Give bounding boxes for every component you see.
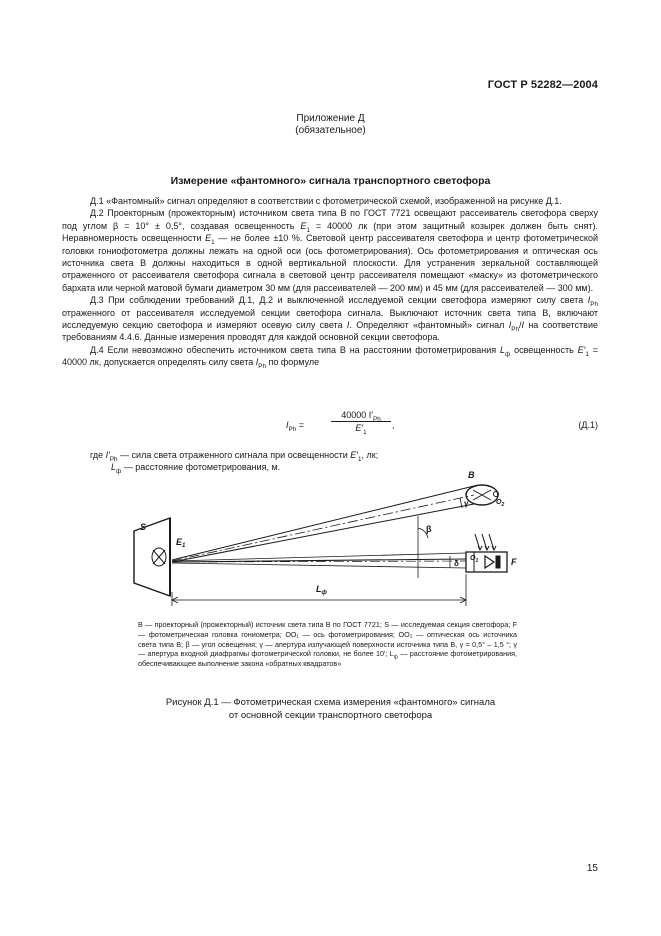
figure-legend: B — проекторный (прожекторный) источник света типа В по ГОСТ 7721; S — исследуемая секция светофора; F — фотометрическая головка гониометра; OO₁ — ось фотометрирования; OO₂ — оптическая ось источника света типа B; β — угол освещения; γ — апертура излучающей поверхности источника типа B, γ = 0,5° – 1,5 °; γ — апертура входной диафрагмы фотометрической головки, не более 10'; $L_ф$ — расстояние фотометрирования, обеспечивающее выполнение закона «обратных квадратов» — [138, 620, 517, 669]
formula-fraction — [331, 410, 391, 436]
annex-title: Приложение Д — [296, 113, 365, 124]
figure-caption — [0, 697, 661, 722]
formula-d1 — [62, 410, 598, 440]
body-text — [62, 195, 598, 369]
formula-numerator: 40000 $I'_{Ph}$ — [331, 410, 391, 422]
label-delta: δ — [454, 559, 459, 568]
figure-caption-line2: от основной секции транспортного светофора — [228, 709, 433, 721]
label-s: S — [140, 522, 147, 532]
label-o2: $O_2$ — [496, 499, 505, 508]
annex-subtitle: (обязательное) — [295, 125, 366, 136]
formula-denominator: $E'_1$ — [355, 423, 367, 436]
label-l: $L_ф$ — [316, 584, 327, 596]
label-o1: $O_1$ — [470, 555, 479, 564]
label-e1: $E_1$ — [176, 537, 186, 549]
standard-header: ГОСТ Р 52282—2004 — [487, 79, 598, 91]
label-gamma: γ — [464, 499, 469, 508]
formula-legend-line1: где $I'_{Ph}$ — сила света отраженного сигнала при освещенности $E'_1$, лк; — [90, 450, 379, 463]
paragraph-d2: Д.2 Проекторным (прожекторным) источником света типа В по ГОСТ 7721 освещают рассеиватель светофора сверху под углом β = 10° ± 0,5°, создавая освещенность $E_1 = 40000$ лк (при этом защитный козырек должен быть снят). Неравномерность освещенности $E_1$ — не более ±10 %. Световой центр рассеивателя светофора и центр фотометрической головки гониофотометра должны лежать на одной оси (ось фотометрирования). Ось фотометрирования и оптическая ось источника света В должны находиться в одной вертикальной плоскости. Для устранения зеркальной составляющей отраженного от рассеивателя светофора сигнала в световой центр рассеивателя помещают «маску» из фотометрического бархата или черной матовой бумаги диаметром 30 мм (для рассеивателей — 200 мм) и 45 мм (для рассеивателей — 300 мм). — [62, 208, 598, 293]
paragraph-d3: Д.3 При соблюдении требований Д.1, Д.2 и выключенной исследуемой секции светофора измеряют силу света $I_{Ph}$ отраженного от рассеивателя исследуемой секции светофора сигнала. Выключают источник света типа В, включают исследуемую секцию светофора и измеряют осевую силу света I. Определяют «фантомный» сигнал $I_{Ph}/I$ на соответствие требованиям 4.4.6. Данные измерения проводят для каждой основной секции светофора. — [62, 295, 598, 343]
formula-number: (Д.1) — [578, 420, 598, 430]
figure-caption-line1: Рисунок Д.1 — Фотометрическая схема измерения «фантомного» сигнала — [165, 697, 496, 708]
label-f: F — [511, 557, 517, 567]
paragraph-d4: Д.4 Если невозможно обеспечить источником света типа В на расстоянии фотометрирования $L_ф$ освещенность $E'_1 = 40000$ лк, допускается определять силу света $I_{Ph}$ по формуле — [62, 344, 598, 371]
label-beta: β — [426, 524, 432, 534]
paragraph-d1: Д.1 «Фантомный» сигнал определяют в соответствии с фотометрической схемой, изображенной на рисунке Д.1. — [90, 196, 562, 206]
formula-legend-line2: $L_ф$ — расстояние фотометрирования, м. — [111, 462, 281, 476]
formula-lhs: $I_{Ph}$ = — [286, 420, 304, 433]
page-number: 15 — [586, 863, 598, 874]
formula-comma: , — [392, 420, 395, 430]
section-title: Измерение «фантомного» сигнала транспортного светофора — [170, 175, 491, 187]
label-b: B — [468, 470, 475, 480]
photometric-diagram — [130, 468, 520, 618]
